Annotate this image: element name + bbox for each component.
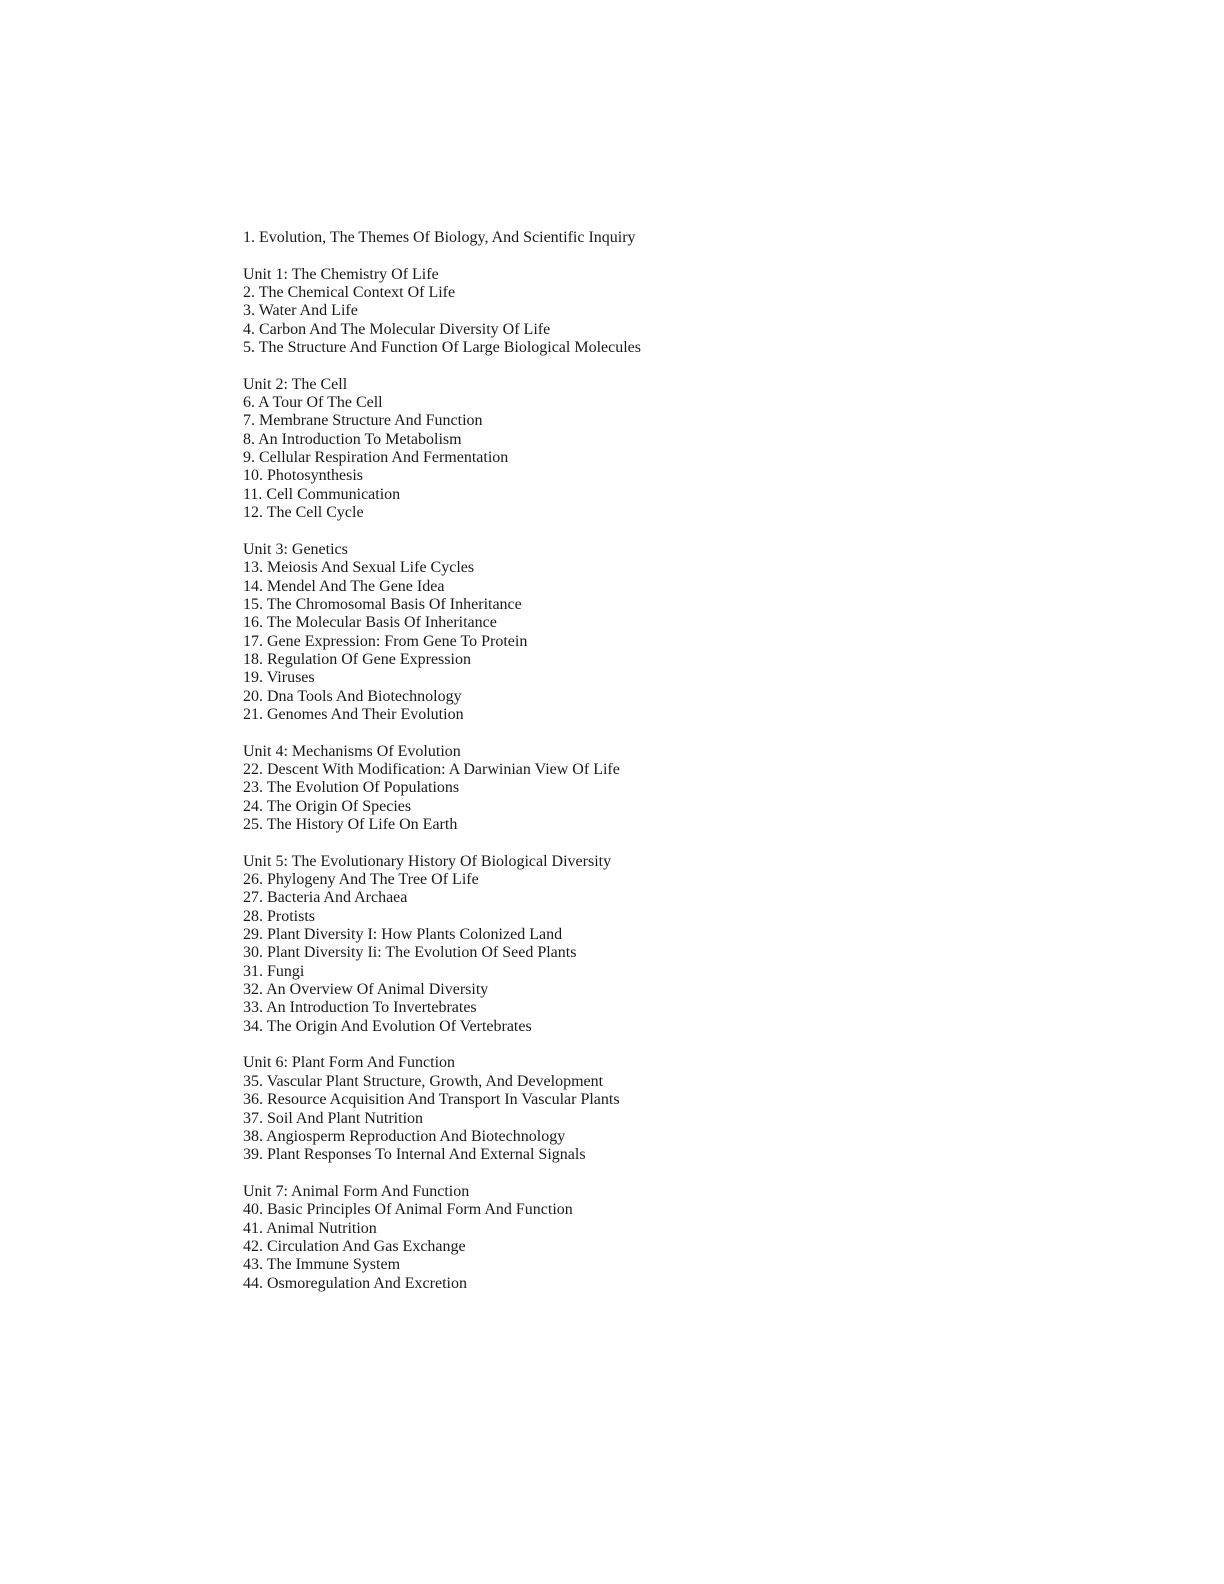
chapter-item: 41. Animal Nutrition: [243, 1219, 377, 1237]
chapter-item: 17. Gene Expression: From Gene To Protein: [243, 632, 528, 650]
section-gap: [243, 357, 1143, 375]
chapter-item: 10. Photosynthesis: [243, 467, 364, 485]
chapter-item: 20. Dna Tools And Biotechnology: [243, 687, 462, 705]
table-of-contents: [243, 229, 1143, 1293]
chapter-item: 22. Descent With Modification: A Darwinian View Of Life: [243, 760, 620, 778]
chapter-item: 12. The Cell Cycle: [243, 504, 364, 522]
chapter-item: 21. Genomes And Their Evolution: [243, 705, 464, 723]
chapter-item: 15. The Chromosomal Basis Of Inheritance: [243, 595, 522, 613]
chapter-item: 33. An Introduction To Invertebrates: [243, 999, 477, 1017]
unit-7-section: [243, 1183, 1143, 1293]
intro-chapter: 1. Evolution, The Themes Of Biology, And Scientific Inquiry: [243, 229, 636, 246]
chapter-item: 11. Cell Communication: [243, 485, 401, 503]
unit-heading: Unit 6: Plant Form And Function: [243, 1054, 456, 1072]
chapter-item: 30. Plant Diversity Ii: The Evolution Of Seed Plants: [243, 944, 577, 962]
chapter-item: 7. Membrane Structure And Function: [243, 412, 483, 430]
chapter-item: 6. A Tour Of The Cell: [243, 394, 383, 412]
chapter-item: 16. The Molecular Basis Of Inheritance: [243, 614, 497, 632]
chapter-item: 42. Circulation And Gas Exchange: [243, 1237, 466, 1255]
unit-heading: Unit 7: Animal Form And Function: [243, 1182, 470, 1200]
unit-5-section: [243, 853, 1143, 1036]
chapter-item: 25. The History Of Life On Earth: [243, 816, 458, 833]
chapter-item: 5. The Structure And Function Of Large Biological Molecules: [243, 339, 641, 357]
section-gap: [243, 1165, 1143, 1183]
chapter-item: 18. Regulation Of Gene Expression: [243, 650, 471, 668]
chapter-item: 9. Cellular Respiration And Fermentation: [243, 449, 509, 467]
chapter-item: 14. Mendel And The Gene Idea: [243, 577, 445, 595]
chapter-item: 26. Phylogeny And The Tree Of Life: [243, 871, 479, 889]
chapter-item: 40. Basic Principles Of Animal Form And Function: [243, 1201, 573, 1219]
unit-heading: Unit 2: The Cell: [243, 375, 348, 393]
chapter-item: 19. Viruses: [243, 669, 315, 687]
section-gap: [243, 1036, 1143, 1054]
chapter-item: 27. Bacteria And Archaea: [243, 889, 408, 907]
unit-heading: Unit 5: The Evolutionary History Of Biological Diversity: [243, 852, 612, 870]
section-gap: [243, 724, 1143, 742]
unit-2-section: [243, 376, 1143, 523]
chapter-item: 39. Plant Responses To Internal And External Signals: [243, 1146, 586, 1164]
unit-heading: Unit 4: Mechanisms Of Evolution: [243, 742, 461, 760]
unit-3-section: [243, 541, 1143, 724]
chapter-item: 35. Vascular Plant Structure, Growth, And Development: [243, 1072, 604, 1090]
chapter-item: 23. The Evolution Of Populations: [243, 779, 460, 797]
chapter-item: 4. Carbon And The Molecular Diversity Of Life: [243, 320, 551, 338]
chapter-item: 38. Angiosperm Reproduction And Biotechnology: [243, 1127, 566, 1145]
section-gap: [243, 247, 1143, 265]
section-gap: [243, 523, 1143, 541]
chapter-item: 31. Fungi: [243, 962, 305, 980]
chapter-item: 44. Osmoregulation And Excretion: [243, 1274, 467, 1292]
unit-1-section: [243, 266, 1143, 358]
chapter-item: 28. Protists: [243, 907, 316, 925]
chapter-item: 37. Soil And Plant Nutrition: [243, 1109, 424, 1127]
section-gap: [243, 834, 1143, 852]
unit-6-section: [243, 1054, 1143, 1164]
chapter-item: 36. Resource Acquisition And Transport In Vascular Plants: [243, 1091, 620, 1109]
unit-heading: Unit 3: Genetics: [243, 540, 348, 558]
chapter-item: 13. Meiosis And Sexual Life Cycles: [243, 559, 475, 577]
chapter-item: 32. An Overview Of Animal Diversity: [243, 981, 489, 999]
chapter-item: 2. The Chemical Context Of Life: [243, 284, 456, 302]
unit-heading: Unit 1: The Chemistry Of Life: [243, 265, 439, 283]
chapter-item: 34. The Origin And Evolution Of Vertebrates: [243, 1017, 532, 1035]
chapter-item: 29. Plant Diversity I: How Plants Colonized Land: [243, 926, 563, 944]
chapter-item: 3. Water And Life: [243, 302, 358, 320]
unit-4-section: [243, 743, 1143, 835]
chapter-item: 24. The Origin Of Species: [243, 797, 412, 815]
chapter-item: 43. The Immune System: [243, 1256, 401, 1274]
chapter-item: 8. An Introduction To Metabolism: [243, 430, 462, 448]
